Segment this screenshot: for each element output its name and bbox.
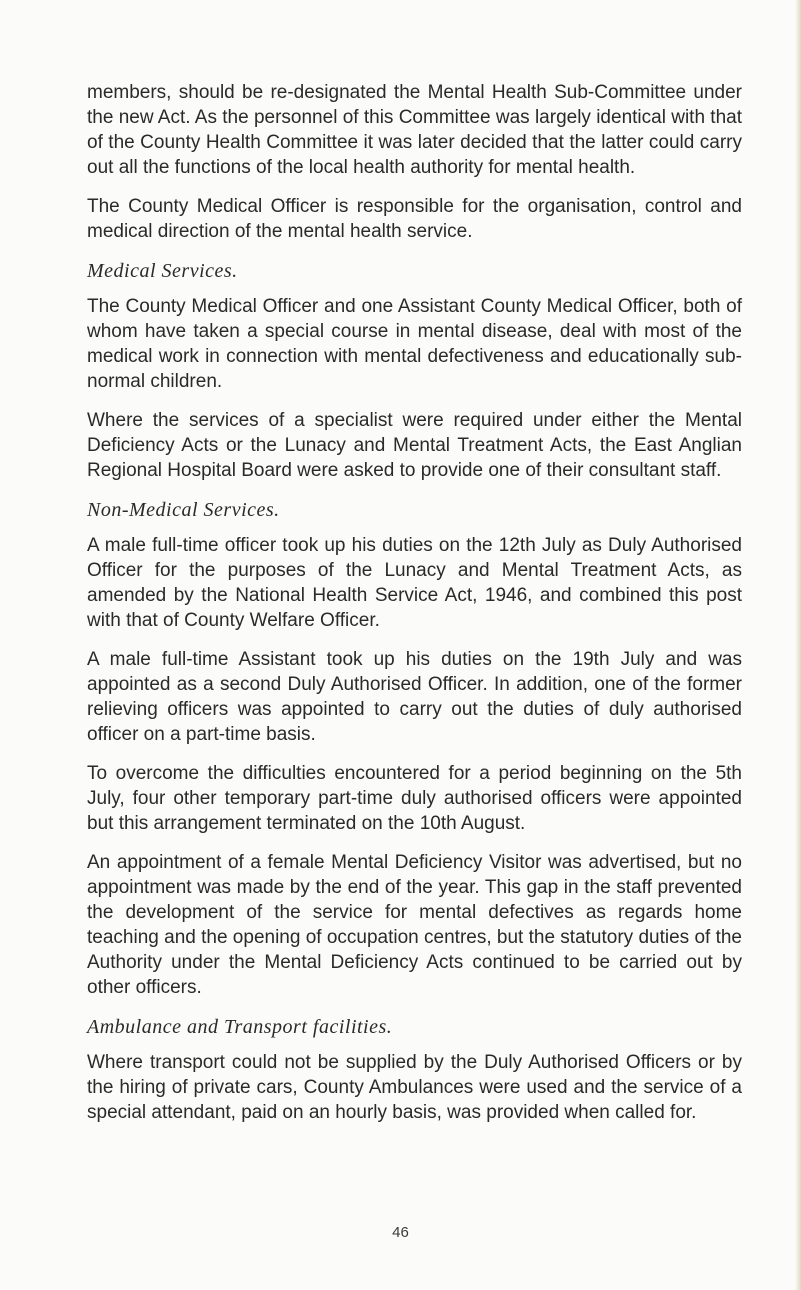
paragraph: A male full-time officer took up his duties on the 12th July as Duly Authorised Officer for the purposes of the Lunacy and Mental Treatment Acts, as amended by the National Health Service Act, 1946, and combined this post with that of County Welfare Officer. <box>87 535 742 631</box>
paragraph: An appointment of a female Mental Deficiency Visitor was advertised, but no appointment was made by the end of the year. This gap in the staff prevented the development of the service for mental defectives as regards home teaching and the opening of occupation centres, but the statutory duties of the Authority under the Mental Deficiency Acts continued to be carried out by other officers. <box>87 852 742 998</box>
paragraph: Where transport could not be supplied by the Duly Authorised Officers or by the hiring of private cars, County Ambulances were used and the service of a special attendant, paid on an hourly basis, was provided when called for. <box>87 1052 742 1123</box>
paragraph: The County Medical Officer and one Assistant County Medical Officer, both of whom have taken a special course in mental disease, deal with most of the medical work in connection with mental defectiveness and educationally sub-normal children. <box>87 296 742 392</box>
paragraph: A male full-time Assistant took up his duties on the 19th July and was appointed as a second Duly Authorised Officer. In addition, one of the former relieving officers was appointed to carry out the duties of duly authorised officer on a part-time basis. <box>87 649 742 745</box>
section-heading-medical-services: Medical Services. <box>87 260 238 282</box>
paragraph: To overcome the difficulties encountered for a period beginning on the 5th July, four other temporary part-time duly authorised officers were appointed but this arrangement terminated on the 10th August. <box>87 763 742 834</box>
section-heading-ambulance-transport: Ambulance and Transport facilities. <box>87 1016 393 1038</box>
paragraph: The County Medical Officer is responsible for the organisation, control and medical direction of the mental health service. <box>87 196 742 242</box>
page-number: 46 <box>392 1224 409 1241</box>
page-edge-shadow <box>795 0 801 1290</box>
paragraph: members, should be re-designated the Mental Health Sub-Committee under the new Act. As the personnel of this Committee was largely identical with that of the County Health Committee it was later decided that the latter could carry out all the functions of the local health authority for mental health. <box>87 82 742 178</box>
paragraph: Where the services of a specialist were required under either the Mental Deficiency Acts or the Lunacy and Mental Treatment Acts, the East Anglian Regional Hospital Board were asked to provide one of their consultant staff. <box>87 410 742 481</box>
section-heading-non-medical-services: Non-Medical Services. <box>87 499 280 521</box>
document-body <box>87 80 742 1139</box>
